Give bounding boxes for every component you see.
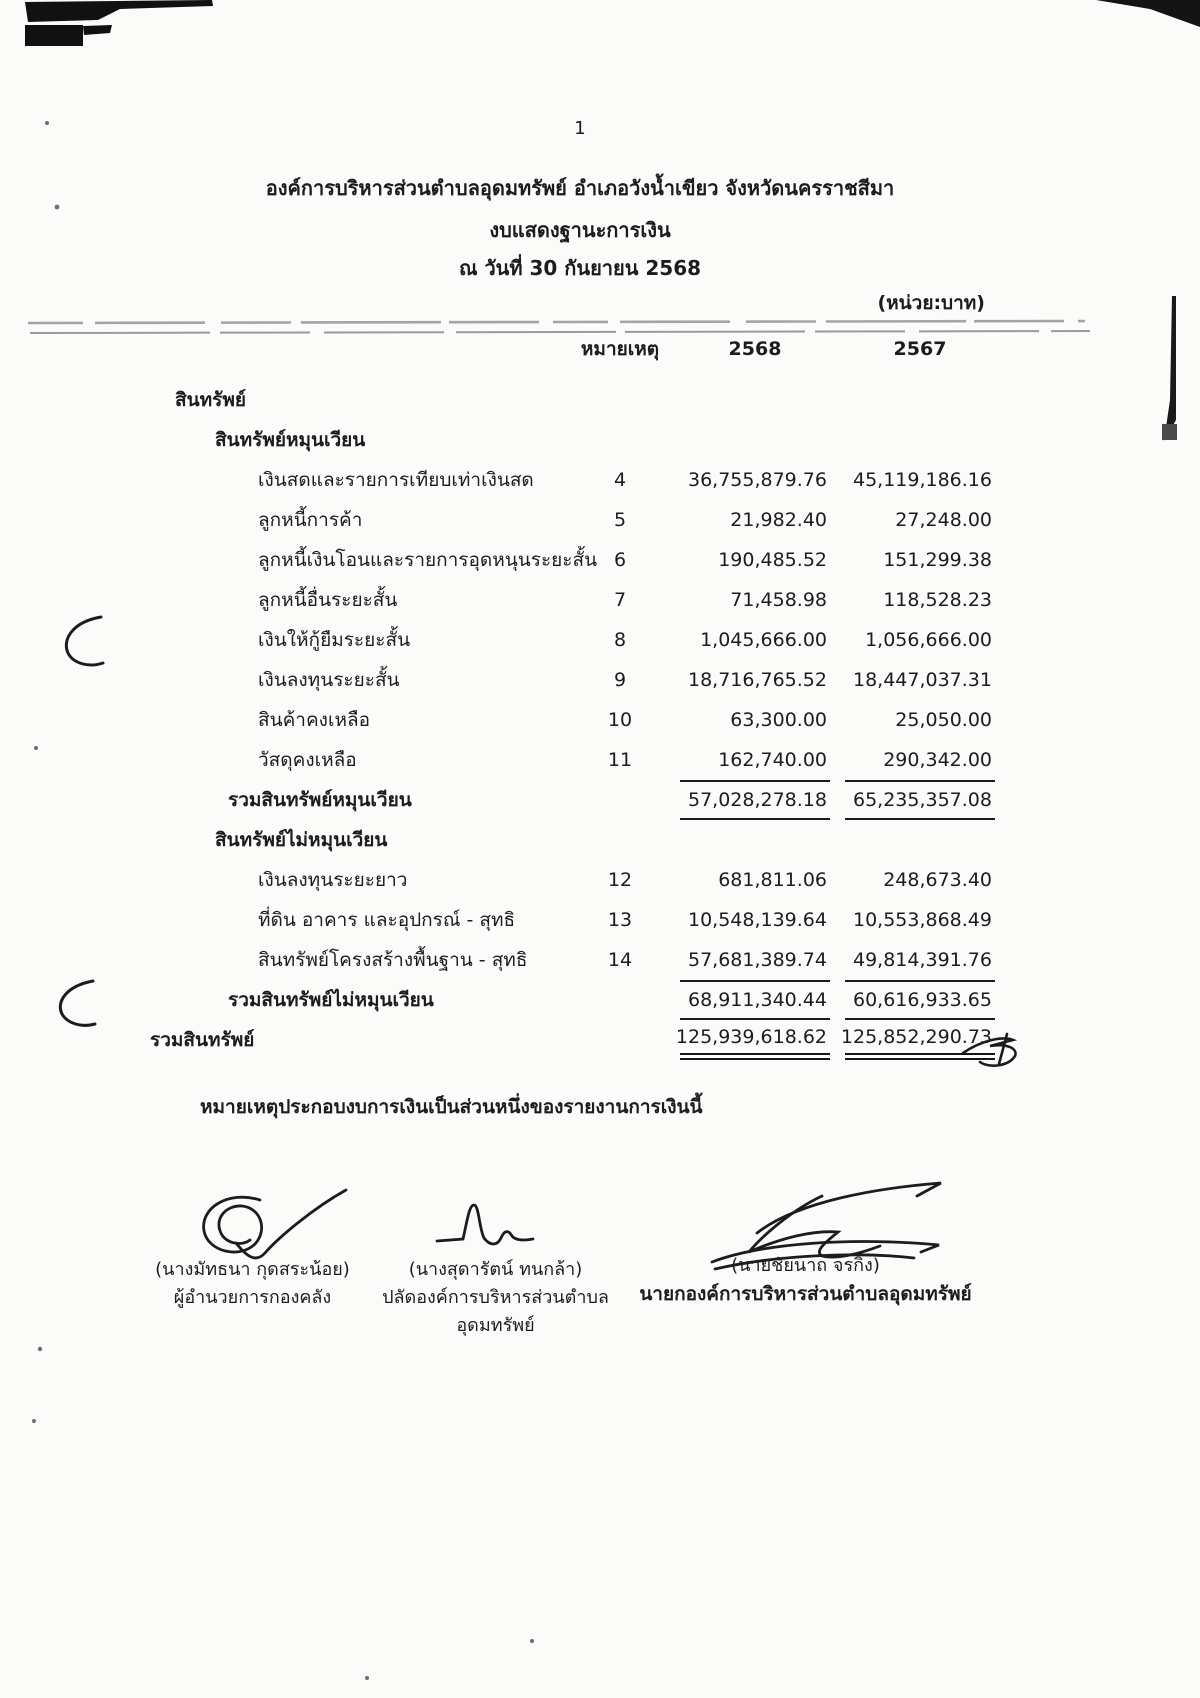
amount-2568: 21,982.40 bbox=[730, 509, 827, 531]
table-row bbox=[0, 700, 1000, 740]
row-label: ที่ดิน อาคาร และอุปกรณ์ - สุทธิ bbox=[258, 909, 516, 931]
amount-2567: 25,050.00 bbox=[895, 709, 992, 731]
amount-2567: 290,342.00 bbox=[883, 749, 992, 771]
amount-2568: 71,458.98 bbox=[730, 589, 827, 611]
note-number: 8 bbox=[613, 629, 627, 651]
amount-2568: 36,755,879.76 bbox=[687, 469, 827, 491]
row-label: เงินให้กู้ยืมระยะสั้น bbox=[258, 629, 411, 651]
unit-label: (หน่วย:บาท) bbox=[877, 292, 985, 314]
signatory-name: (นางมัทธนา กุดสระน้อย) bbox=[155, 1259, 350, 1280]
signature-block-finance-director bbox=[135, 1256, 370, 1312]
row-label: สินทรัพย์โครงสร้างพื้นฐาน - สุทธิ bbox=[258, 949, 528, 971]
total-current-assets-row bbox=[0, 780, 1000, 820]
column-header-note: หมายเหตุ bbox=[580, 338, 660, 360]
section-heading-noncurrent-assets: สินทรัพย์ไม่หมุนเวียน bbox=[215, 829, 388, 851]
balance-sheet-table bbox=[0, 334, 1000, 1060]
total-assets-row bbox=[0, 1020, 1000, 1060]
signature-ink-chief-administrator bbox=[437, 1205, 533, 1244]
amount-2567: 248,673.40 bbox=[883, 869, 992, 891]
table-row bbox=[0, 460, 1000, 500]
statement-title: งบแสดงฐานะการเงิน bbox=[489, 218, 671, 242]
signature-block-mayor bbox=[638, 1252, 973, 1309]
table-row bbox=[0, 820, 1000, 860]
signature-ink-finance-director bbox=[204, 1190, 346, 1258]
section-heading-assets: สินทรัพย์ bbox=[175, 389, 246, 411]
amount-2567: 18,447,037.31 bbox=[852, 669, 992, 691]
amount-2568: 1,045,666.00 bbox=[700, 629, 827, 651]
section-heading-current-assets: สินทรัพย์หมุนเวียน bbox=[215, 429, 366, 451]
organization-title: องค์การบริหารส่วนตำบลอุดมทรัพย์ อำเภอวังน้ำเขียว จังหวัดนครราชสีมา bbox=[265, 176, 895, 200]
amount-2567: 1,056,666.00 bbox=[865, 629, 992, 651]
row-label: ลูกหนี้อื่นระยะสั้น bbox=[258, 589, 398, 611]
amount-2568: 125,939,618.62 bbox=[680, 1020, 830, 1060]
column-header-2567: 2567 bbox=[893, 338, 947, 360]
table-row bbox=[0, 740, 1000, 780]
total-noncurrent-assets-row bbox=[0, 980, 1000, 1020]
row-label: วัสดุคงเหลือ bbox=[258, 749, 357, 771]
table-row bbox=[0, 900, 1000, 940]
signature-block-chief-administrator bbox=[368, 1256, 623, 1340]
amount-2567: 65,235,357.08 bbox=[845, 780, 995, 820]
table-row bbox=[0, 380, 1000, 420]
statement-date: ณ วันที่ 30 กันยายน 2568 bbox=[458, 256, 702, 280]
header-divider-rule bbox=[28, 321, 1090, 333]
amount-2568: 190,485.52 bbox=[718, 549, 827, 571]
column-header-2568: 2568 bbox=[728, 338, 782, 360]
amount-2567: 60,616,933.65 bbox=[845, 980, 995, 1020]
table-header-row bbox=[0, 334, 1000, 362]
signatory-title: ปลัดองค์การบริหารส่วนตำบลอุดมทรัพย์ bbox=[382, 1286, 609, 1336]
amount-2567: 27,248.00 bbox=[895, 509, 992, 531]
row-label: เงินลงทุนระยะสั้น bbox=[258, 669, 400, 691]
table-row bbox=[0, 620, 1000, 660]
table-row bbox=[0, 500, 1000, 540]
page-number: 1 bbox=[574, 118, 586, 139]
table-row bbox=[0, 580, 1000, 620]
row-label: รวมสินทรัพย์ไม่หมุนเวียน bbox=[228, 989, 434, 1011]
note-number: 10 bbox=[607, 709, 633, 731]
amount-2567: 49,814,391.76 bbox=[852, 949, 992, 971]
note-number: 4 bbox=[613, 469, 627, 491]
row-label: เงินสดและรายการเทียบเท่าเงินสด bbox=[258, 469, 534, 491]
note-number: 7 bbox=[613, 589, 627, 611]
row-label: เงินลงทุนระยะยาว bbox=[258, 869, 408, 891]
table-row bbox=[0, 660, 1000, 700]
amount-2568: 162,740.00 bbox=[718, 749, 827, 771]
note-number: 6 bbox=[613, 549, 627, 571]
table-row bbox=[0, 940, 1000, 980]
amount-2568: 681,811.06 bbox=[718, 869, 827, 891]
signatory-title: ผู้อำนวยการกองคลัง bbox=[173, 1286, 332, 1308]
amount-2568: 63,300.00 bbox=[730, 709, 827, 731]
scan-artifact-right-streak bbox=[1162, 296, 1177, 441]
scan-artifact-top-right bbox=[1096, 0, 1200, 27]
scan-artifact-top-left bbox=[25, 0, 213, 46]
signatory-title: นายกองค์การบริหารส่วนตำบลอุดมทรัพย์ bbox=[639, 1282, 972, 1305]
amount-2567: 151,299.38 bbox=[883, 549, 992, 571]
note-number: 13 bbox=[607, 909, 633, 931]
amount-2568: 68,911,340.44 bbox=[680, 980, 830, 1020]
amount-2568: 10,548,139.64 bbox=[687, 909, 827, 931]
row-label: ลูกหนี้เงินโอนและรายการอุดหนุนระยะสั้น bbox=[258, 549, 598, 571]
row-label: สินค้าคงเหลือ bbox=[258, 709, 371, 731]
table-row bbox=[0, 420, 1000, 460]
note-number: 5 bbox=[613, 509, 627, 531]
signatory-name: (นายชัยนาถ จรกิ่ง) bbox=[731, 1255, 880, 1276]
signatory-name: (นางสุดารัตน์ ทนกล้า) bbox=[408, 1259, 583, 1280]
table-row bbox=[0, 860, 1000, 900]
note-number: 14 bbox=[607, 949, 633, 971]
row-label: รวมสินทรัพย์หมุนเวียน bbox=[228, 789, 412, 811]
amount-2567: 118,528.23 bbox=[883, 589, 992, 611]
amount-2568: 57,028,278.18 bbox=[680, 780, 830, 820]
amount-2568: 57,681,389.74 bbox=[687, 949, 827, 971]
row-label: ลูกหนี้การค้า bbox=[258, 509, 363, 531]
amount-2568: 18,716,765.52 bbox=[687, 669, 827, 691]
footnote-text: หมายเหตุประกอบงบการเงินเป็นส่วนหนึ่งของรายงานการเงินนี้ bbox=[200, 1096, 703, 1118]
amount-2567: 125,852,290.73 bbox=[845, 1020, 995, 1060]
amount-2567: 45,119,186.16 bbox=[852, 469, 992, 491]
row-label: รวมสินทรัพย์ bbox=[150, 1029, 255, 1051]
note-number: 12 bbox=[607, 869, 633, 891]
note-number: 9 bbox=[613, 669, 627, 691]
amount-2567: 10,553,868.49 bbox=[852, 909, 992, 931]
table-row bbox=[0, 540, 1000, 580]
note-number: 11 bbox=[607, 749, 633, 771]
